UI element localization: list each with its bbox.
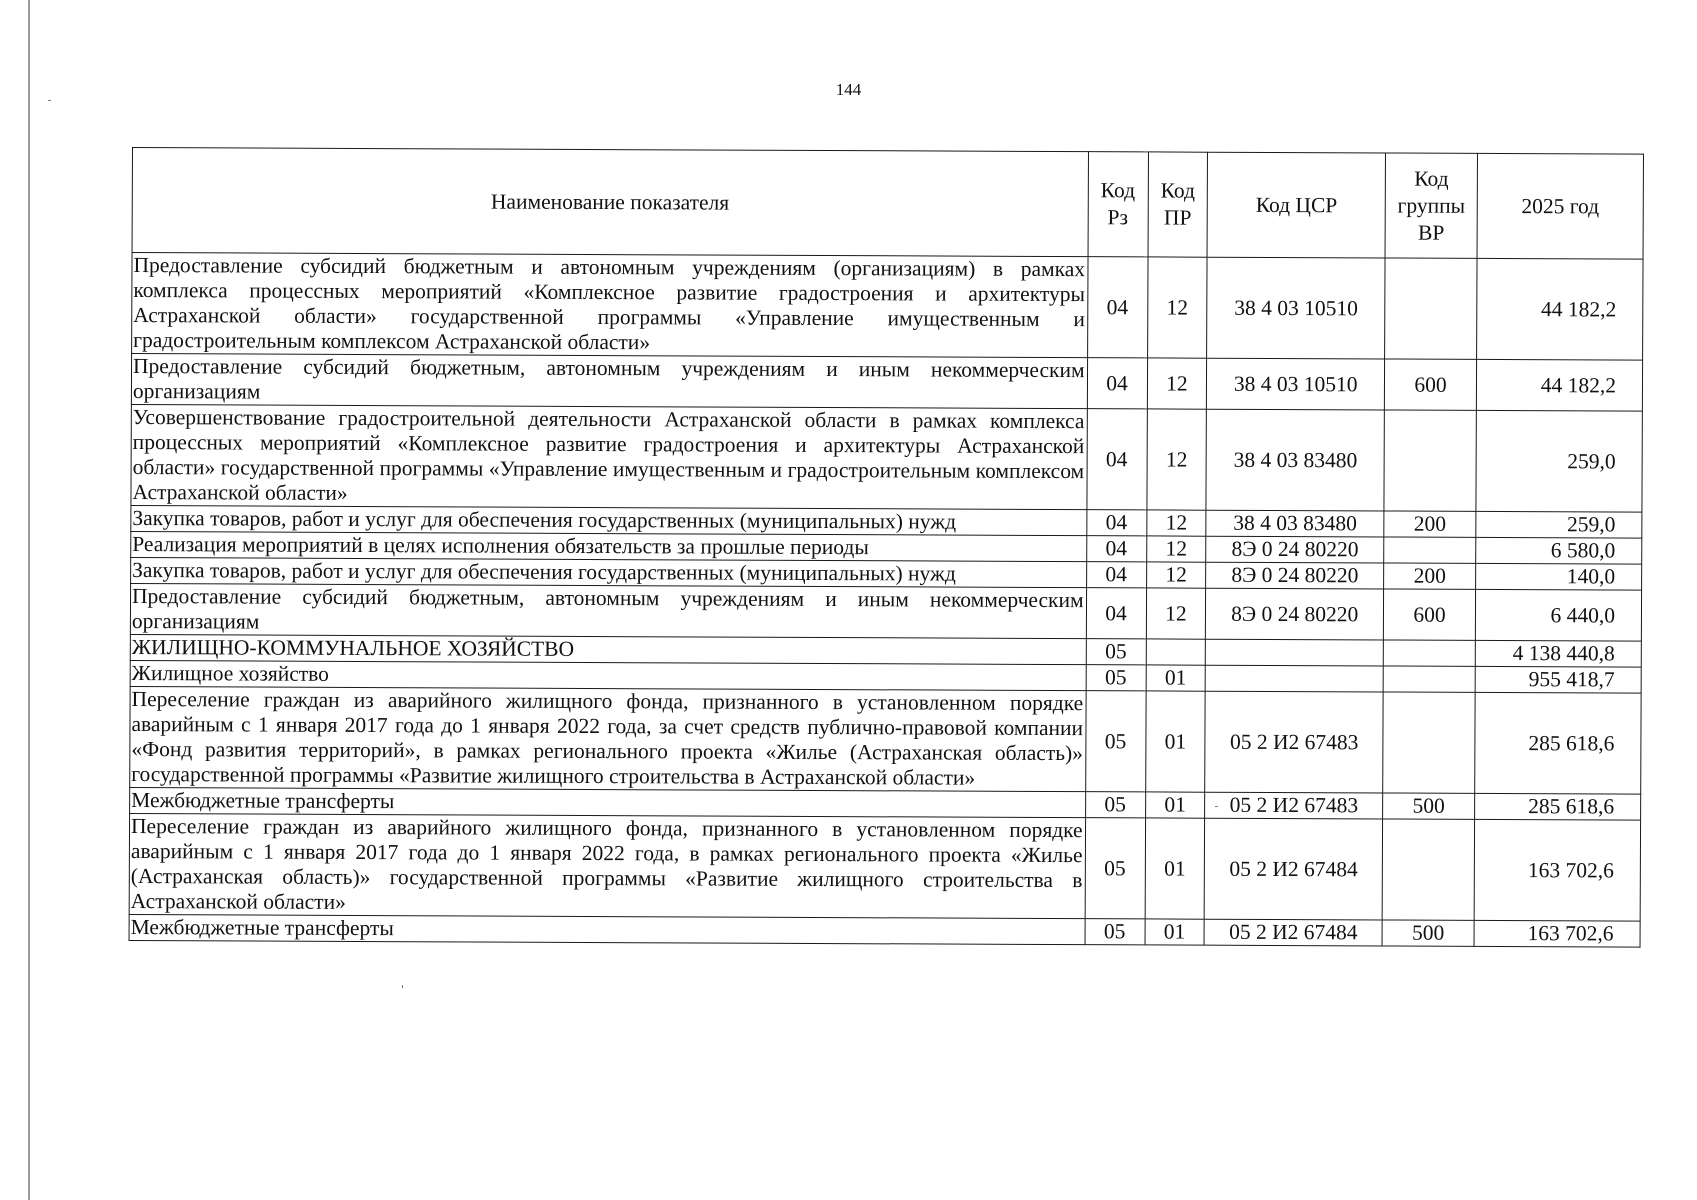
table-row [131, 404, 1642, 512]
row-rz: 04 [1087, 257, 1147, 358]
row-pr: 01 [1146, 665, 1206, 691]
row-vr: 600 [1384, 359, 1476, 410]
table-header-row [132, 148, 1643, 260]
row-pr: 12 [1146, 536, 1206, 562]
scan-speck [402, 985, 403, 988]
row-rz: 04 [1086, 588, 1146, 639]
header-target-article-code: Код ЦСР [1207, 152, 1385, 258]
row-csr: 38 4 03 10510 [1207, 358, 1385, 410]
row-pr: 12 [1146, 562, 1206, 588]
row-vr [1384, 410, 1476, 511]
row-name: Межбюджетные трансферты [129, 914, 1085, 944]
row-amount: 44 182,2 [1477, 258, 1643, 360]
header-year-2025: 2025 год [1477, 153, 1643, 259]
row-csr: 8Э 0 24 80220 [1206, 588, 1384, 640]
row-name: Реализация мероприятий в целях исполнения обязательств за прошлые периоды [131, 531, 1087, 561]
row-vr [1383, 666, 1475, 692]
header-expense-type-code: Код группы ВР [1385, 153, 1477, 258]
row-pr: 01 [1145, 818, 1205, 919]
row-name: Предоставление субсидий бюджетным, автономным учреждениям и иным некоммерческим организациям [130, 583, 1086, 638]
row-name: Межбюджетные трансферты [130, 787, 1086, 817]
row-vr: 200 [1384, 563, 1476, 589]
row-rz: 04 [1087, 358, 1147, 409]
row-amount: 285 618,6 [1475, 692, 1641, 794]
table-row [130, 583, 1641, 641]
row-amount: 163 702,6 [1474, 920, 1640, 947]
row-name: Переселение граждан из аварийного жилищного фонда, признанного в установленном порядке аварийным с 1 января 2017 года до 1 января 2022 года, за счет средств публично-правовой компании «Фонд развития территорий», в рамках регионального проекта «Жилье (Астраханская область)» государственной программы «Развитие жилищного строительства в Астраханской области» [130, 686, 1086, 791]
row-amount: 140,0 [1476, 563, 1642, 590]
row-vr: 500 [1382, 920, 1474, 946]
row-rz: 04 [1086, 510, 1146, 536]
row-rz: 05 [1085, 691, 1145, 792]
row-csr: 8Э 0 24 80220 [1206, 562, 1384, 589]
budget-table-container [129, 147, 1644, 948]
row-amount: 6 580,0 [1476, 537, 1642, 564]
row-name: Жилищное хозяйство [130, 660, 1086, 690]
row-name: Предоставление субсидий бюджетным и автономным учреждениям (организациям) в рамках комплекса процессных мероприятий «Комплексное развитие градостроения и архитектуры Астраханской области» государственной программы «Управление имущественным и градостроительным комплексом Астраханской области» [132, 253, 1088, 358]
row-vr [1384, 537, 1476, 563]
row-pr [1146, 639, 1206, 665]
row-vr: 600 [1383, 589, 1475, 640]
table-row [129, 813, 1640, 921]
table-row [132, 253, 1643, 361]
table-body [129, 253, 1643, 948]
row-vr: 200 [1384, 511, 1476, 537]
row-pr: 01 [1145, 691, 1205, 792]
header-section-code: Код Рз [1088, 152, 1148, 257]
row-csr [1206, 665, 1384, 692]
row-rz: 05 [1086, 639, 1146, 665]
row-vr [1383, 692, 1475, 793]
row-rz: 04 [1086, 562, 1146, 588]
row-amount: 955 418,7 [1475, 666, 1641, 693]
row-pr: 12 [1146, 510, 1206, 536]
row-csr: 8Э 0 24 80220 [1206, 536, 1384, 563]
row-rz: 05 [1086, 665, 1146, 691]
row-csr: 05 2 И2 67483 [1205, 691, 1383, 793]
table-row [131, 354, 1642, 412]
row-name: Усовершенствование градостроительной деятельности Астраханской области в рамках комплекса процессных мероприятий «Комплексное развитие градостроения и архитектуры Астраханской области» государственной программы «Управление имущественным и градостроительным комплексом Астраханской области» [131, 404, 1087, 509]
table-row [130, 686, 1641, 794]
row-rz: 05 [1085, 818, 1145, 919]
header-subsection-code: Код ПР [1148, 152, 1208, 257]
row-csr: 38 4 03 83480 [1206, 510, 1384, 537]
row-csr [1206, 639, 1384, 666]
row-amount: 259,0 [1476, 511, 1642, 538]
table-row [129, 914, 1640, 947]
row-amount: 259,0 [1476, 410, 1642, 512]
row-rz: 05 [1085, 792, 1145, 818]
row-csr: 38 4 03 10510 [1207, 257, 1385, 359]
row-csr: 05 2 И2 67483 [1205, 792, 1383, 819]
row-name: Переселение граждан из аварийного жилищного фонда, признанного в установленном порядке аварийным с 1 января 2017 года до 1 января 2022 года, в рамках регионального проекта «Жилье (Астраханская область)» государственной программы «Развитие жилищного строительства в Астраханской области» [129, 813, 1085, 918]
row-csr: 38 4 03 83480 [1206, 409, 1384, 511]
row-vr [1382, 819, 1474, 920]
row-name: Предоставление субсидий бюджетным, автономным учреждениям и иным некоммерческим организациям [131, 354, 1087, 409]
header-indicator-name: Наименование показателя [132, 148, 1088, 257]
row-vr [1385, 258, 1477, 359]
row-amount: 6 440,0 [1475, 589, 1641, 641]
row-name: ЖИЛИЩНО-КОММУНАЛЬНОЕ ХОЗЯЙСТВО [130, 634, 1086, 664]
row-pr: 12 [1146, 409, 1206, 510]
page-number: 144 [835, 80, 862, 99]
row-vr [1383, 640, 1475, 666]
row-name: Закупка товаров, работ и услуг для обеспечения государственных (муниципальных) нужд [131, 505, 1087, 535]
row-pr: 12 [1147, 257, 1207, 358]
row-csr: 05 2 И2 67484 [1205, 818, 1383, 920]
row-amount: 4 138 440,8 [1475, 640, 1641, 667]
scan-speck [48, 100, 51, 101]
row-pr: 12 [1147, 358, 1207, 409]
row-rz: 04 [1087, 409, 1147, 510]
row-pr: 01 [1145, 919, 1205, 945]
row-csr: 05 2 И2 67484 [1204, 919, 1382, 946]
row-amount: 285 618,6 [1475, 793, 1641, 820]
row-amount: 44 182,2 [1476, 359, 1642, 411]
row-name: Закупка товаров, работ и услуг для обеспечения государственных (муниципальных) нужд [131, 557, 1087, 587]
row-vr: 500 [1383, 793, 1475, 819]
row-rz: 05 [1085, 919, 1145, 945]
row-amount: 163 702,6 [1474, 819, 1640, 921]
binding-edge-line [28, 0, 30, 1200]
row-pr: 01 [1145, 792, 1205, 818]
budget-table [129, 147, 1644, 948]
row-rz: 04 [1086, 536, 1146, 562]
row-pr: 12 [1146, 588, 1206, 639]
